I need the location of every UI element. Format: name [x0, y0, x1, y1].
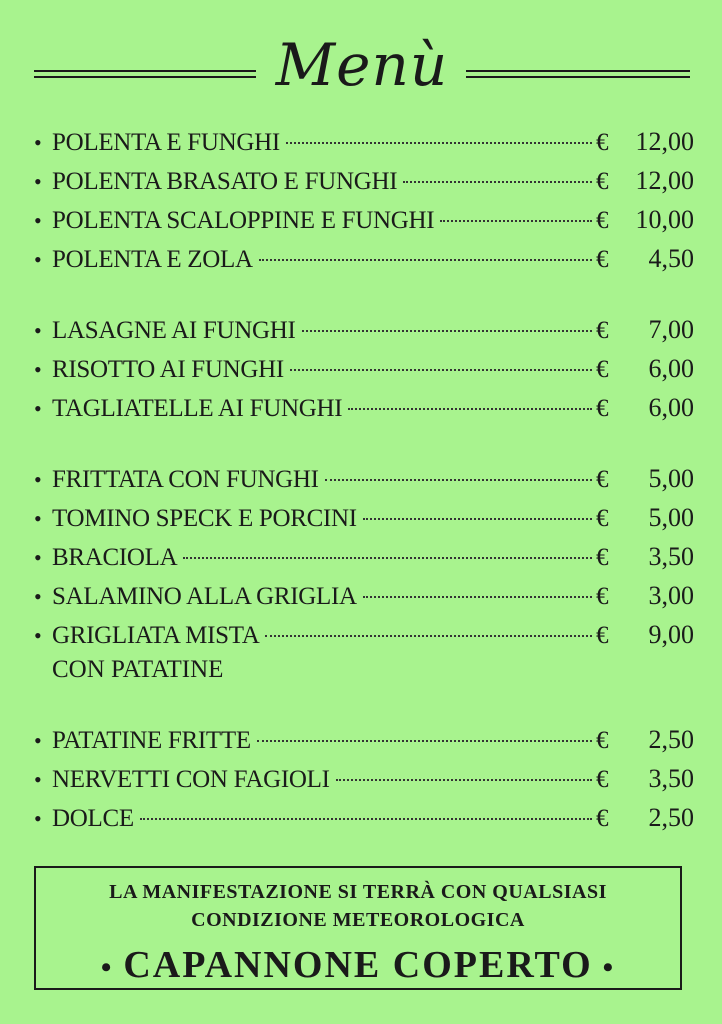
dot-leader [363, 596, 592, 598]
menu-item [34, 498, 694, 537]
menu-item [34, 122, 694, 161]
item-price: 4,50 [648, 244, 694, 273]
dot-leader [259, 259, 592, 261]
currency-symbol: € [596, 544, 609, 571]
bullet-icon: • [34, 728, 42, 753]
left-double-rule [34, 70, 256, 72]
item-name: RISOTTO AI FUNGHI [52, 356, 284, 383]
bullet-icon: • [34, 467, 42, 492]
item-price: 2,50 [648, 803, 694, 832]
item-price: 12,00 [635, 127, 694, 156]
currency-symbol: € [596, 583, 609, 610]
bullet-icon: • [34, 130, 42, 155]
menu-item [34, 720, 694, 759]
item-name: DOLCE [52, 805, 134, 832]
menu-item [34, 759, 694, 798]
item-price: 3,50 [648, 764, 694, 793]
currency-symbol: € [596, 766, 609, 793]
bullet-icon: • [34, 806, 42, 831]
bullet-icon: • [34, 357, 42, 382]
menu-title: Menù [275, 31, 449, 99]
bullet-icon: • [602, 951, 616, 984]
menu-group [34, 720, 694, 837]
item-price: 12,00 [635, 166, 694, 195]
dot-leader [363, 518, 592, 520]
item-name: TOMINO SPECK E PORCINI [52, 505, 357, 532]
menu-item [34, 239, 694, 278]
bullet-icon: • [34, 396, 42, 421]
menu-item [34, 200, 694, 239]
dot-leader [265, 635, 592, 637]
item-price: 3,50 [648, 542, 694, 571]
bullet-icon: • [34, 623, 42, 648]
item-price: 6,00 [648, 354, 694, 383]
bullet-icon: • [34, 584, 42, 609]
dot-leader [325, 479, 592, 481]
dot-leader [140, 818, 592, 820]
menu-item [34, 388, 694, 427]
currency-symbol: € [596, 168, 609, 195]
right-double-rule [466, 70, 690, 72]
notice-line-1: LA MANIFESTAZIONE SI TERRÀ CON QUALSIASI [109, 881, 607, 903]
dot-leader [257, 740, 592, 742]
notice-box [34, 866, 682, 990]
item-name: BRACIOLA [52, 544, 178, 571]
currency-symbol: € [596, 317, 609, 344]
bullet-icon: • [100, 951, 114, 984]
item-subtitle: CON PATATINE [52, 656, 224, 683]
menu-item [34, 615, 694, 654]
notice-line-2: CONDIZIONE METEOROLOGICA [191, 909, 525, 931]
menu-group [34, 122, 694, 278]
item-name: LASAGNE AI FUNGHI [52, 317, 296, 344]
dot-leader [440, 220, 592, 222]
item-name: FRITTATA CON FUNGHI [52, 466, 319, 493]
item-name: GRIGLIATA MISTA [52, 622, 260, 649]
menu-header [34, 26, 690, 106]
menu-item [34, 798, 694, 837]
item-name: POLENTA BRASATO E FUNGHI [52, 168, 398, 195]
bullet-icon: • [34, 767, 42, 792]
bullet-icon: • [34, 318, 42, 343]
item-name: POLENTA E FUNGHI [52, 129, 280, 156]
bullet-icon: • [34, 169, 42, 194]
menu-item [34, 349, 694, 388]
dot-leader [403, 181, 592, 183]
bullet-icon: • [34, 247, 42, 272]
dot-leader [290, 369, 592, 371]
dot-leader [183, 557, 592, 559]
dot-leader [286, 142, 592, 144]
item-name: PATATINE FRITTE [52, 727, 251, 754]
menu-group [34, 310, 694, 427]
notice-highlight [36, 938, 680, 995]
dot-leader [348, 408, 592, 410]
item-price: 5,00 [648, 503, 694, 532]
menu-item [34, 161, 694, 200]
item-name: NERVETTI CON FAGIOLI [52, 766, 330, 793]
item-price: 5,00 [648, 464, 694, 493]
notice-highlight-text: CAPANNONE COPERTO [123, 944, 593, 986]
item-name: TAGLIATELLE AI FUNGHI [52, 395, 343, 422]
menu-list [34, 122, 694, 869]
item-name: SALAMINO ALLA GRIGLIA [52, 583, 357, 610]
menu-item [34, 576, 694, 615]
currency-symbol: € [596, 356, 609, 383]
item-name: POLENTA SCALOPPINE E FUNGHI [52, 207, 435, 234]
currency-symbol: € [596, 727, 609, 754]
currency-symbol: € [596, 505, 609, 532]
bullet-icon: • [34, 506, 42, 531]
currency-symbol: € [596, 466, 609, 493]
currency-symbol: € [596, 805, 609, 832]
currency-symbol: € [596, 129, 609, 156]
item-price: 9,00 [648, 620, 694, 649]
item-price: 7,00 [648, 315, 694, 344]
menu-item [34, 537, 694, 576]
item-name: POLENTA E ZOLA [52, 246, 253, 273]
bullet-icon: • [34, 208, 42, 233]
item-price: 2,50 [648, 725, 694, 754]
menu-group [34, 459, 694, 688]
dot-leader [302, 330, 592, 332]
item-price: 3,00 [648, 581, 694, 610]
bullet-icon: • [34, 545, 42, 570]
currency-symbol: € [596, 622, 609, 649]
menu-item [34, 459, 694, 498]
dot-leader [336, 779, 592, 781]
currency-symbol: € [596, 246, 609, 273]
item-price: 10,00 [635, 205, 694, 234]
menu-item [34, 310, 694, 349]
currency-symbol: € [596, 207, 609, 234]
currency-symbol: € [596, 395, 609, 422]
item-price: 6,00 [648, 393, 694, 422]
